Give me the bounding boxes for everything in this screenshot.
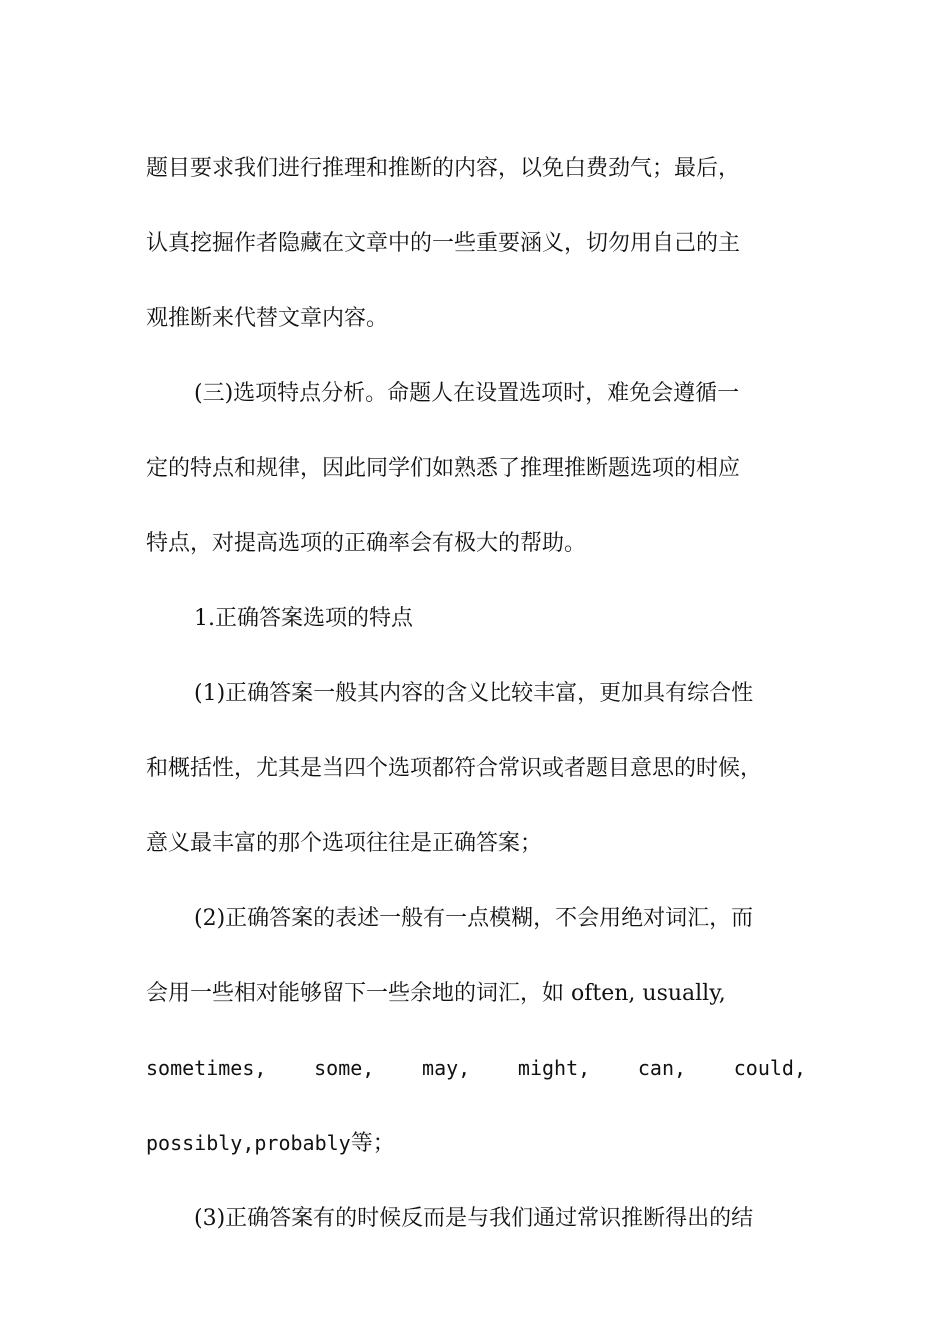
text-line: (3)正确答案有的时候反而是与我们通过常识推断得出的结 bbox=[194, 1206, 754, 1231]
text-line: 会用一些相对能够留下一些余地的词汇，如 often, usually, bbox=[146, 981, 726, 1006]
text-line: 1.正确答案选项的特点 bbox=[194, 606, 413, 631]
text-line: 定的特点和规律，因此同学们如熟悉了推理推断题选项的相应 bbox=[146, 456, 741, 481]
english-words: possibly,probably bbox=[146, 1131, 351, 1155]
text-line: (三)选项特点分析。命题人在设置选项时，难免会遵循一 bbox=[194, 381, 740, 406]
text-line: 观推断来代替文章内容。 bbox=[146, 306, 389, 331]
word: sometimes, bbox=[146, 1056, 267, 1080]
text-line: 意义最丰富的那个选项往往是正确答案； bbox=[146, 831, 543, 856]
word: can, bbox=[637, 1056, 687, 1080]
word: could, bbox=[733, 1056, 806, 1080]
word: might, bbox=[517, 1056, 591, 1080]
text-line: 认真挖掘作者隐藏在文章中的一些重要涵义，切勿用自己的主 bbox=[146, 231, 741, 256]
text-line: (2)正确答案的表述一般有一点模糊，不会用绝对词汇，而 bbox=[194, 906, 754, 931]
text-line: 特点，对提高选项的正确率会有极大的帮助。 bbox=[146, 531, 587, 556]
text-line: 和概括性，尤其是当四个选项都符合常识或者题目意思的时候， bbox=[146, 756, 763, 781]
text-line bbox=[146, 1106, 806, 1181]
word: some, bbox=[314, 1056, 375, 1080]
text-fragment: 等； bbox=[350, 1131, 395, 1156]
text-line: 题目要求我们进行推理和推断的内容，以免白费劲气；最后， bbox=[146, 156, 741, 181]
body-text bbox=[146, 131, 806, 1256]
text-line: (1)正确答案一般其内容的含义比较丰富，更加具有综合性 bbox=[194, 681, 754, 706]
word: may, bbox=[422, 1056, 471, 1080]
word-row bbox=[146, 1031, 806, 1106]
